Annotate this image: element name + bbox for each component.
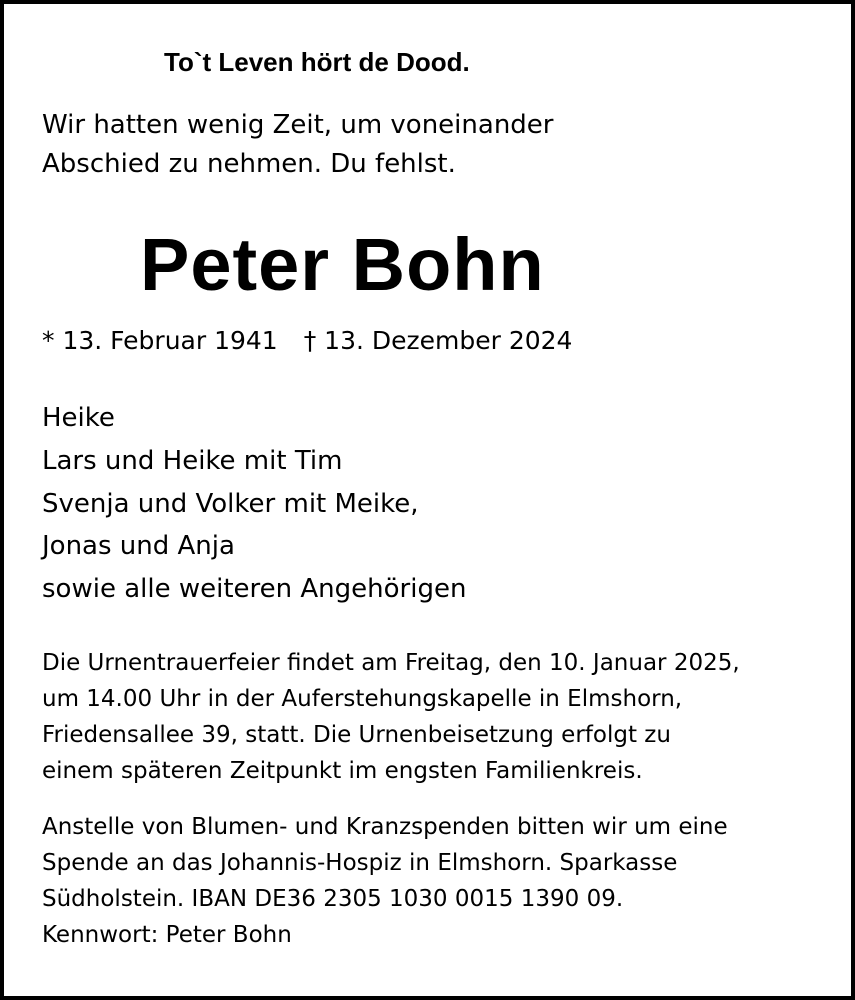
intro-line-2: Abschied zu nehmen. Du fehlst. bbox=[42, 149, 456, 179]
intro-line-1: Wir hatten wenig Zeit, um voneinander bbox=[42, 110, 554, 140]
life-dates bbox=[42, 326, 572, 355]
donation-line: Kennwort: Peter Bohn bbox=[42, 922, 292, 948]
donation-line: Anstelle von Blumen- und Kranzspenden bitten wir um eine bbox=[42, 814, 728, 840]
family-member-line: sowie alle weiteren Angehörigen bbox=[42, 574, 467, 604]
family-member-line: Svenja und Volker mit Meike, bbox=[42, 489, 419, 519]
family-member-line: Jonas und Anja bbox=[42, 531, 235, 561]
deceased-name: Peter Bohn bbox=[140, 223, 545, 306]
donation-line: Spende an das Johannis-Hospiz in Elmshorn. Sparkasse bbox=[42, 850, 678, 876]
motto-heading: To`t Leven hört de Dood. bbox=[164, 47, 470, 77]
death-date: † 13. Dezember 2024 bbox=[303, 326, 573, 355]
ceremony-line: um 14.00 Uhr in der Auferstehungskapelle in Elmshorn, bbox=[42, 686, 683, 712]
family-member-line: Lars und Heike mit Tim bbox=[42, 446, 343, 476]
family-member-line: Heike bbox=[42, 403, 115, 433]
donation-line: Südholstein. IBAN DE36 2305 1030 0015 1390 09. bbox=[42, 886, 624, 912]
ceremony-line: Friedensallee 39, statt. Die Urnenbeisetzung erfolgt zu bbox=[42, 722, 671, 748]
birth-date: * 13. Februar 1941 bbox=[42, 326, 278, 355]
ceremony-line: Die Urnentrauerfeier findet am Freitag, den 10. Januar 2025, bbox=[42, 650, 740, 676]
ceremony-line: einem späteren Zeitpunkt im engsten Familienkreis. bbox=[42, 758, 643, 784]
